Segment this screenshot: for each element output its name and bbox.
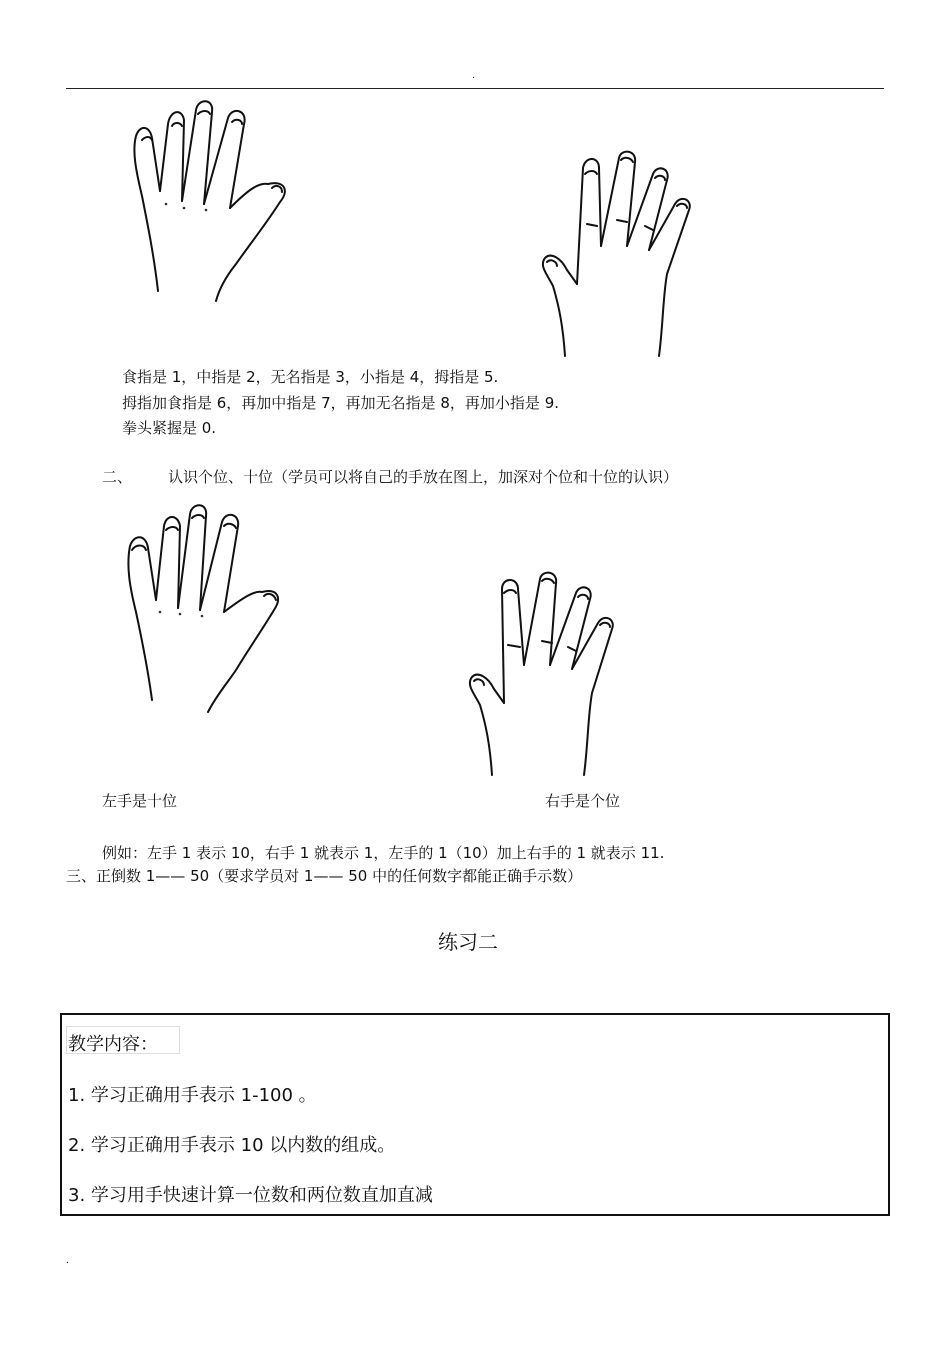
section-3-line: 三、正倒数 1—— 50（要求学员对 1—— 50 中的任何数字都能正确手示数）: [66, 867, 583, 885]
left-hand-illustration-2: [112, 500, 302, 715]
footer-mark: .: [66, 1255, 70, 1266]
header-rule: [66, 88, 884, 89]
left-hand-caption: 左手是十位: [102, 792, 178, 810]
finger-count-line-1: 食指是 1，中指是 2，无名指是 3，小指是 4，拇指是 5.: [122, 368, 499, 386]
right-hand-caption: 右手是个位: [545, 792, 621, 810]
right-hand-illustration-1: [535, 146, 705, 361]
right-hand-illustration-2: [462, 565, 632, 780]
left-hand-illustration-1: [118, 96, 308, 306]
finger-count-line-2: 拇指加食指是 6，再加中指是 7，再加无名指是 8，再加小指是 9.: [122, 394, 560, 412]
teaching-item-1: 1. 学习正确用手表示 1-100 。: [68, 1085, 317, 1106]
teaching-item-3: 3. 学习用手快速计算一位数和两位数直加直减: [68, 1185, 433, 1206]
example-line: 例如：左手 1 表示 10，右手 1 就表示 1，左手的 1（10）加上右手的 1 就表示 11.: [102, 844, 665, 862]
teaching-content-heading: 教学内容：: [68, 1034, 158, 1055]
header-mark: .: [472, 70, 476, 81]
section-2-heading: 认识个位、十位（学员可以将自己的手放在图上，加深对个位和十位的认识）: [168, 468, 679, 486]
finger-count-line-3: 拳头紧握是 0.: [122, 419, 217, 437]
section-2-number: 二、: [102, 468, 133, 486]
exercise-title: 练习二: [438, 930, 498, 954]
teaching-item-2: 2. 学习正确用手表示 10 以内数的组成。: [68, 1135, 396, 1156]
